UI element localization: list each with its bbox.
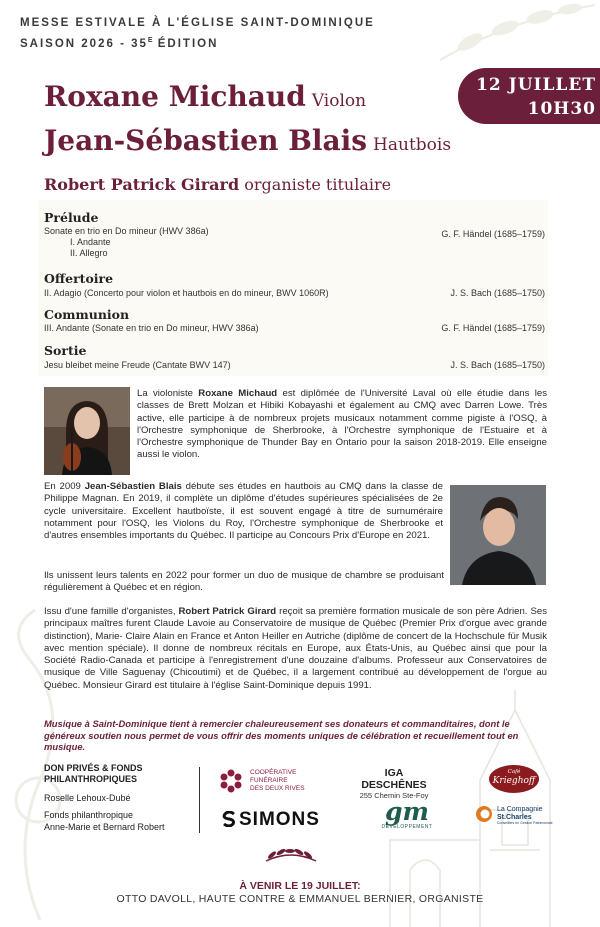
sortie-heading: Sortie <box>44 343 87 358</box>
prelude-mvt-1: I. Andante <box>70 237 111 247</box>
upcoming-heading: À VENIR LE 19 JUILLET: <box>239 880 361 892</box>
season-text: SAISON 2026 - 35 <box>20 37 148 50</box>
cafe-krieghoff-logo <box>489 765 539 793</box>
bio-roxane <box>137 388 547 462</box>
bio-jsb-intro: En 2009 <box>44 481 85 492</box>
prelude-composer: G. F. Händel (1685–1759) <box>441 229 545 239</box>
offertoire-composer: J. S. Bach (1685–1750) <box>450 288 545 298</box>
performer-1 <box>44 80 366 113</box>
compagnie-text <box>497 806 553 826</box>
compagnie-line-3: Conseillers en Gestion Patrimoniale <box>497 821 553 825</box>
compagnie-mark-icon <box>475 805 493 823</box>
bio-rpg <box>44 606 547 692</box>
performer-1-instrument: Violon <box>311 91 367 111</box>
iga-address: 255 Chemin Ste-Foy <box>359 791 429 800</box>
donors-heading <box>44 763 143 785</box>
donor-3: Anne-Marie et Bernard Robert <box>44 822 165 832</box>
coop-flower-icon <box>218 768 244 794</box>
compagnie-line-1: La Compagnie <box>497 806 543 813</box>
decorative-branch-top-right <box>430 0 600 70</box>
performer-2-instrument: Hautbois <box>373 135 452 155</box>
offertoire-heading: Offertoire <box>44 271 114 286</box>
bio-rpg-name: Robert Patrick Girard <box>178 606 277 617</box>
coop-line-3: DES DEUX RIVES <box>250 785 305 792</box>
gm-developpement-logo <box>372 797 442 830</box>
bio-roxane-text: est diplômée de l'Université Laval où elle étudie dans les classes de Brett Molzan et Hibiki Kobayashi et également au CMQ avec Darren Lowe. Très active, elle participe à de nombreux projets musicaux notamment comme pigiste à l'OSQ, à l'Orchestre symphonique de Sherbrooke, à l'Orchestre symphonique de l'Estuaire et à l'Orchestre symphonique de Thunder Bay en Ontario pour la saison 2018-2019. Elle enseigne aussi le violon. <box>137 388 548 461</box>
performer-2 <box>44 124 451 157</box>
coop-line-2: FUNÉRAIRE <box>250 777 288 784</box>
date-time: 10H30 <box>527 99 596 119</box>
bio-jsb-name: Jean-Sébastien Blais <box>84 481 182 492</box>
cafe-line-2: Krieghoff <box>492 776 536 786</box>
cafe-line-1: Café <box>507 769 521 775</box>
iga-logo <box>352 767 436 800</box>
date-day: 12 JUILLET <box>476 75 596 95</box>
donor-1: Roselle Lehoux-Dubé <box>44 793 131 803</box>
thanks-note: Musique à Saint-Dominique tient à remercier chaleureusement ses donateurs et commanditaires, dont le généreux soutien nous permet de vous offrir des moments uniques de célébration et recueillement tout en musique. <box>44 718 519 752</box>
bio-jsb <box>44 481 443 542</box>
donors-heading-2: PHILANTHROPIQUES <box>44 774 138 784</box>
season-sup: E <box>147 37 153 44</box>
laurel-ornament <box>262 847 320 865</box>
prelude-work: Sonate en trio en Do mineur (HWV 386a) <box>44 226 209 236</box>
simons-mark-icon <box>222 811 236 827</box>
communion-composer: G. F. Händel (1685–1759) <box>441 323 545 333</box>
compagnie-line-2: St.Charles <box>497 813 532 821</box>
bio-jsb-text: débute ses études en hautbois au CMQ dans la classe de Philippe Magnan. En 2019, il complète un diplôme d'études supérieures spécialisées de 2e cycle universitaire. Excellent hautboïste, il est souvent engagé à titre de surnuméraire notamment pour l'OSQ, les Violons du Roy, l'Orchestre symphonique de Sherbrooke et d'autres ensembles importants du Québec. Il participe au Concours Prix d'Europe en 2021. <box>44 481 443 542</box>
bio-duo: Ils unissent leurs talents en 2022 pour former un duo de musique de chambre se produisant régulièrement à Québec et en région. <box>44 570 444 594</box>
bio-rpg-text: reçoit sa première formation musicale de son père Adrien. Ses principaux maîtres furent Claude Lavoie au Conservatoire de musique de Québec (Premier Prix d'orgue avec grande distinction), Marie- Claire Alain en France et Anton Heiller en Autriche (diplôme de concert de la Hochschule für Musik avec mention spéciale). Il donne de nombreux récitals en Europe, aux États-Unis, au Québec ainsi que pour la Société Radio-Canada et participe à l'enregistrement d'une douzaine d'albums. Professeur aux Conservatoires de musique de Ville Saguenay (Chicoutimi) et de Québec, il a largement contribué au développement de l'orgue au Québec. Monsieur Girard est titulaire à l'église Saint-Dominique depuis 1991. <box>44 606 547 691</box>
coop-line-1: COOPÉRATIVE <box>250 769 297 776</box>
donors-separator <box>199 767 200 833</box>
program-box <box>38 200 548 376</box>
donor-2: Fonds philanthropique <box>44 810 134 820</box>
simons-name: SIMONS <box>239 809 320 830</box>
bio-roxane-name: Roxane Michaud <box>198 388 278 399</box>
event-header <box>20 14 375 53</box>
roxane-michaud-photo <box>44 387 130 475</box>
prelude-mvt-2: II. Allegro <box>70 248 108 258</box>
upcoming-text: OTTO DAVOLL, HAUTE CONTRE & EMMANUEL BERNIER, ORGANISTE <box>116 893 484 905</box>
prelude-heading: Prélude <box>44 210 99 225</box>
bio-roxane-intro: La violoniste <box>137 388 199 399</box>
iga-name: IGA DESCHÊNES <box>361 767 427 791</box>
organist-role: organiste titulaire <box>244 175 392 194</box>
event-title: MESSE ESTIVALE À L'ÉGLISE SAINT-DOMINIQUE <box>20 17 375 29</box>
season-line <box>20 32 375 53</box>
sortie-composer: J. S. Bach (1685–1750) <box>450 360 545 370</box>
date-badge <box>458 68 600 124</box>
communion-work: III. Andante (Sonate en trio en Do mineur, HWV 386a) <box>44 323 259 333</box>
offertoire-work: II. Adagio (Concerto pour violon et hautbois en do mineur, BWV 1060R) <box>44 288 329 298</box>
jean-sebastien-blais-photo <box>450 485 546 585</box>
performer-1-name: Roxane Michaud <box>44 80 306 113</box>
organist-name: Robert Patrick Girard <box>44 175 240 194</box>
donors-heading-1: DON PRIVÉS & FONDS <box>44 763 143 773</box>
communion-heading: Communion <box>44 307 130 322</box>
gm-mark: gm <box>385 797 429 826</box>
bio-rpg-intro: Issu d'une famille d'organistes, <box>44 606 179 617</box>
performer-2-name: Jean-Sébastien Blais <box>44 124 368 157</box>
coop-text <box>250 769 310 793</box>
organist-line <box>44 175 391 194</box>
sortie-work: Jesu bleibet meine Freude (Cantate BWV 147) <box>44 360 231 370</box>
gm-sub: DÉVELOPPEMENT <box>381 824 433 830</box>
season-edition: ÉDITION <box>152 37 219 50</box>
